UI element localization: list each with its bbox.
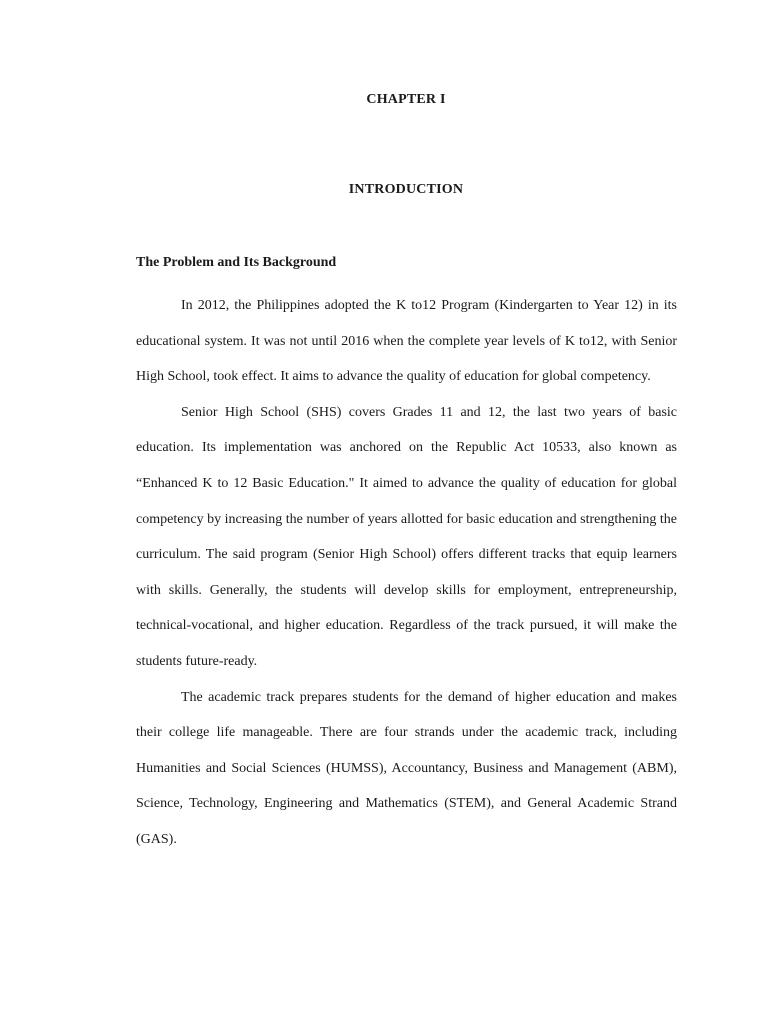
paragraph: In 2012, the Philippines adopted the K to12 Program (Kindergarten to Year 12) in its educational system. It was not until 2016 when the complete year levels of K to12, with Senior High School, took effect. It aims to advance the quality of education for global competency.: [136, 298, 677, 385]
section-heading: The Problem and Its Background: [136, 255, 337, 270]
paragraph: Senior High School (SHS) covers Grades 11 and 12, the last two years of basic education. Its implementation was anchored on the Republic Act 10533, also known as “Enhanced K to 12 Basic Education." It aimed to advance the quality of education for global competency by increasing the number of years allotted for basic education and strengthening the curriculum. The said program (Senior High School) offers different tracks that equip learners with skills. Generally, the students will develop skills for employment, entrepreneurship, technical-vocational, and higher education. Regardless of the track pursued, it will make the students future-ready.: [136, 404, 677, 669]
page-title: INTRODUCTION: [348, 182, 464, 197]
body-text: [136, 288, 677, 858]
chapter-label: CHAPTER I: [366, 92, 446, 107]
paragraph: The academic track prepares students for the demand of higher education and makes their college life manageable. There are four strands under the academic track, including Humanities and Social Sciences (HUMSS), Accountancy, Business and Management (ABM), Science, Technology, Engineering and Mathematics (STEM), and General Academic Strand (GAS).: [136, 689, 677, 847]
